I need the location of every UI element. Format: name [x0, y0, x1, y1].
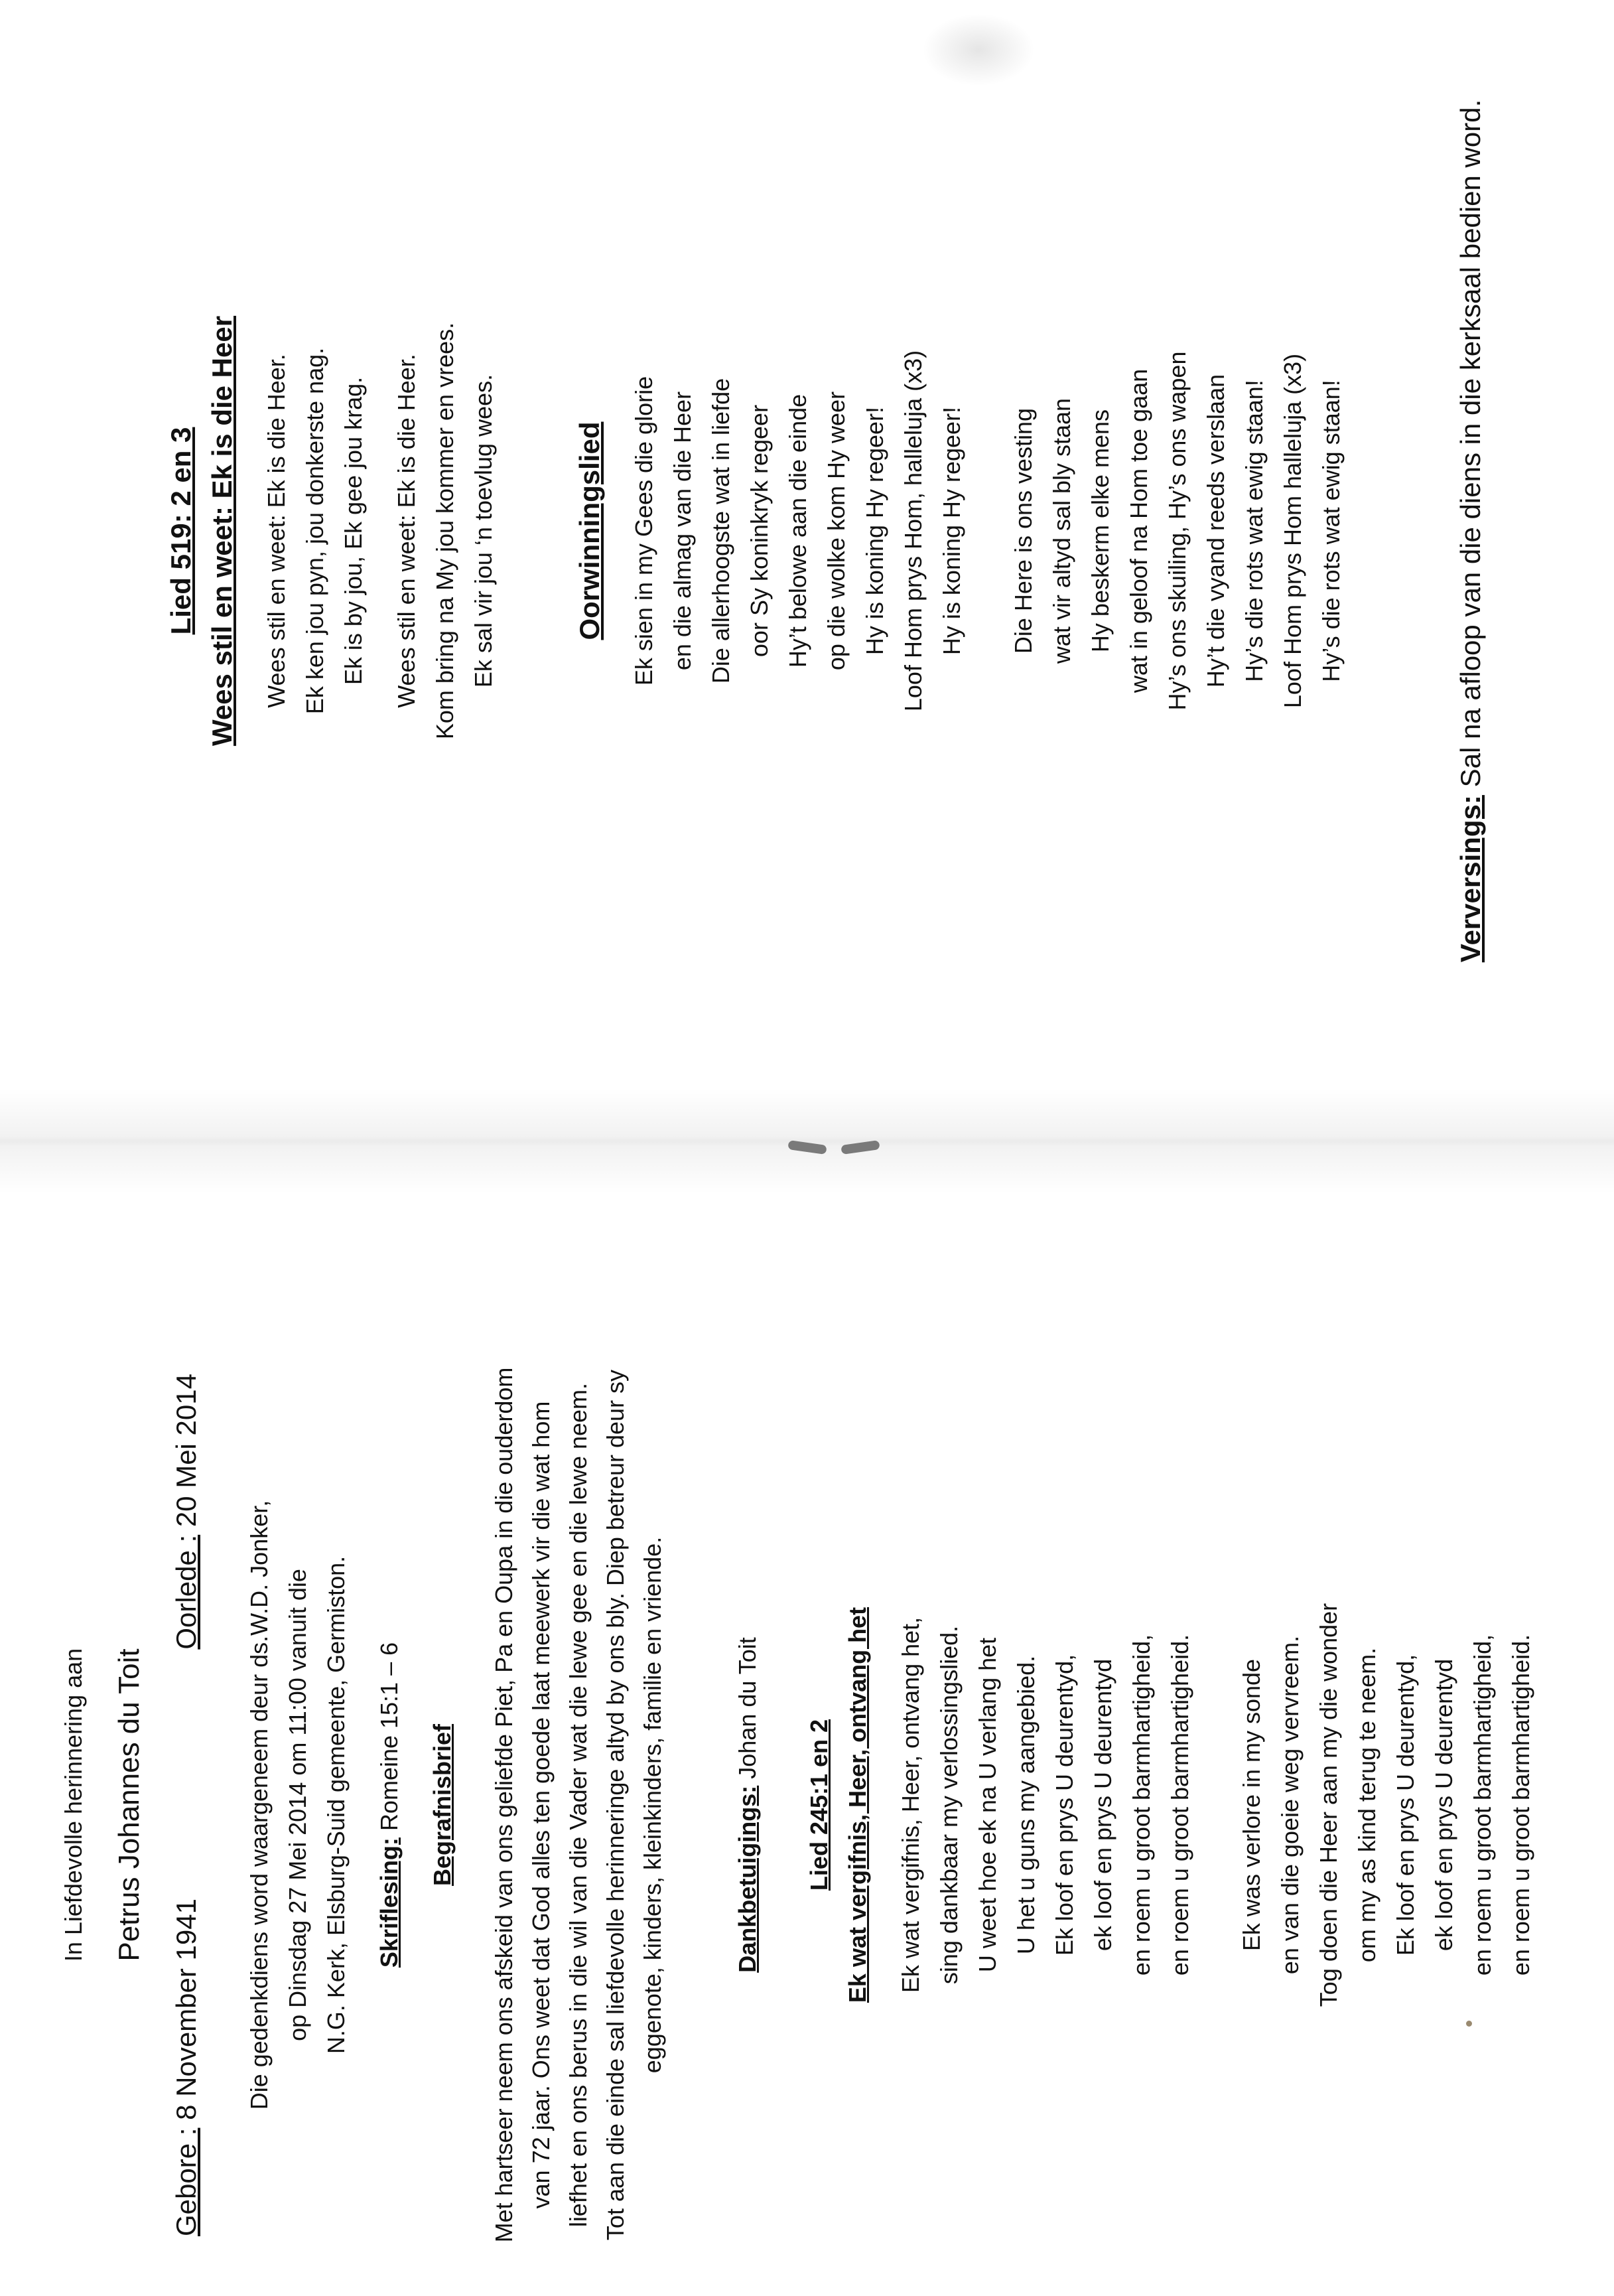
hymn-verse [892, 1354, 1199, 2256]
verse-line: op die wolke kom Hy weer [823, 391, 850, 671]
letter-heading: Begrafnisbrief [429, 1723, 456, 1887]
verse-line: Hy is koning Hy regeer! [938, 406, 965, 656]
verse-line: Hy’s ons skuiling, Hy’s ons wapen [1164, 351, 1191, 711]
verse-line: Wees stil en weet: Ek is die Heer. [393, 354, 420, 708]
verse-line: Hy’s die rots wat ewig staan! [1317, 380, 1345, 682]
verse-line: Loof Hom prys Hom, halleluja (x3) [900, 350, 927, 712]
verse-line: U het u guns my aangebied. [1012, 1655, 1040, 1955]
acknowledgements: Dankbetuigings: Johan du Toit [734, 1637, 761, 1973]
song-verse [625, 0, 971, 1062]
service-line: op Dinsdag 27 Mei 2014 om 11:00 vanuit die [284, 1569, 311, 2041]
verse-line: om my as kind terug te neem. [1353, 1647, 1380, 1963]
verse-line: en roem u groot barmhartigheid. [1166, 1634, 1193, 1976]
scripture-reading: Skriflesing: Romeine 15:1 – 6 [375, 1642, 403, 1968]
hymn-title: Ek wat vergifnis, Heer, ontvang het [844, 1607, 871, 2003]
verse-line: wat vir altyd sal bly staan [1048, 397, 1075, 664]
death-date: Oorlede : 20 Mei 2014 [170, 1374, 202, 1650]
verse-line: ek loof en prys U deurentyd [1430, 1658, 1457, 1952]
deceased-name: Petrus Johannes du Toit [113, 1648, 145, 1962]
song-title: Oorwinningslied [574, 421, 605, 640]
refreshments-note: Verversings: Sal na afloop van die diens in die kerksaal bedien word. [1455, 99, 1486, 963]
verse-line: Ek wat vergifnis, Heer, ontvang het, [897, 1616, 924, 1993]
verse-line: Kom bring na My jou kommer en vrees. [431, 322, 458, 740]
verse-line: Hy beskerm elke mens [1087, 409, 1114, 653]
verse-line: Ek loof en prys U deurentyd, [1051, 1654, 1078, 1956]
verse-line: en roem u groot barmhartigheid, [1469, 1634, 1496, 1976]
funeral-letter: Met hartseer neem ons afskeid van ons geliefde Piet, Pa en Oupa in die ouderdom van 72 jaar. Ons weet dat God alles ten goede laat meewerk vir die wat hom liefhet en ons berus in die wil van die Vader wat die lewe gee en die lewe neem. Tot aan die einde sal liefdevolle herinneringe altyd by ons bly. Diep betreur deur sy eggenote, kinders, kleinkinders, familie en vriende. [490, 1367, 666, 2243]
verse-line: Wees stil en weet: Ek is die Heer. [263, 354, 290, 708]
verse-line: sing dankbaar my verlossingslied. [935, 1625, 963, 1985]
verse-line: oor Sy koninkryk regeer [746, 404, 773, 658]
verse-line: wat in geloof na Hom toe gaan [1125, 368, 1152, 693]
song-verse [1004, 0, 1351, 1062]
hymn-verse [1233, 1354, 1540, 2256]
verse-line: Tog doen die Heer aan my die wonder [1315, 1603, 1342, 2007]
verse-line: Hy’t belowe aan die einde [784, 394, 811, 668]
verse-line: U weet hoe ek na U verlang het [974, 1637, 1001, 1973]
service-line: Die gedenkdiens word waargeneem deur ds.W.D. Jonker, [245, 1500, 273, 2110]
verse-line: Hy’s die rots wat ewig staan! [1241, 380, 1268, 682]
verse-line: Ek loof en prys U deurentyd, [1392, 1654, 1419, 1956]
verse-line: Ek ken jou pyn, jou donkerste nag. [301, 347, 328, 715]
verse-line: ek loof en prys U deurentyd [1089, 1658, 1116, 1952]
intro-line: In Liefdevolle herinnering aan [60, 1648, 87, 1962]
verse-line: en die almag van die Heer [669, 391, 696, 671]
verse-line: Ek sal vir jou ‘n toevlug wees. [470, 374, 497, 688]
hymn-verse [387, 0, 503, 1062]
hymn-verse [257, 0, 373, 1062]
verse-line: Ek is by jou, Ek gee jou krag. [340, 376, 367, 685]
hymn-number: Lied 519: 2 en 3 [165, 427, 196, 635]
service-details [240, 1354, 356, 2256]
verse-line: Hy is koning Hy regeer! [861, 406, 888, 656]
dates-row [166, 1354, 207, 2256]
verse-line: en roem u groot barmhartigheid. [1507, 1634, 1534, 1976]
birth-date: Gebore : 8 November 1941 [170, 1899, 202, 2236]
verse-line: Die Here is ons vesting [1010, 407, 1037, 654]
verse-line: en roem u groot barmhartigheid, [1128, 1634, 1155, 1976]
hymn-number: Lied 245:1 en 2 [805, 1719, 833, 1891]
verse-line: Ek sien in my Gees die glorie [630, 376, 657, 686]
verse-line: Ek was verlore in my sonde [1238, 1658, 1265, 1952]
service-line: N.G. Kerk, Elsburg-Suid gemeente, Germiston. [322, 1555, 350, 2054]
memorial-panel-right [146, 0, 1493, 1062]
page-fold-shadow [0, 1088, 1614, 1194]
memorial-panel-left [40, 1354, 1585, 2256]
verse-line: Die allerhoogste wat in liefde [707, 378, 734, 684]
verse-line: en van die goeie weg vervreem. [1276, 1635, 1304, 1975]
verse-line: Loof Hom prys Hom halleluja (x3) [1279, 353, 1306, 709]
verse-line: Hy’t die vyand reeds verslaan [1202, 374, 1229, 688]
hymn-title: Wees stil en weet: Ek is die Heer [206, 315, 237, 747]
